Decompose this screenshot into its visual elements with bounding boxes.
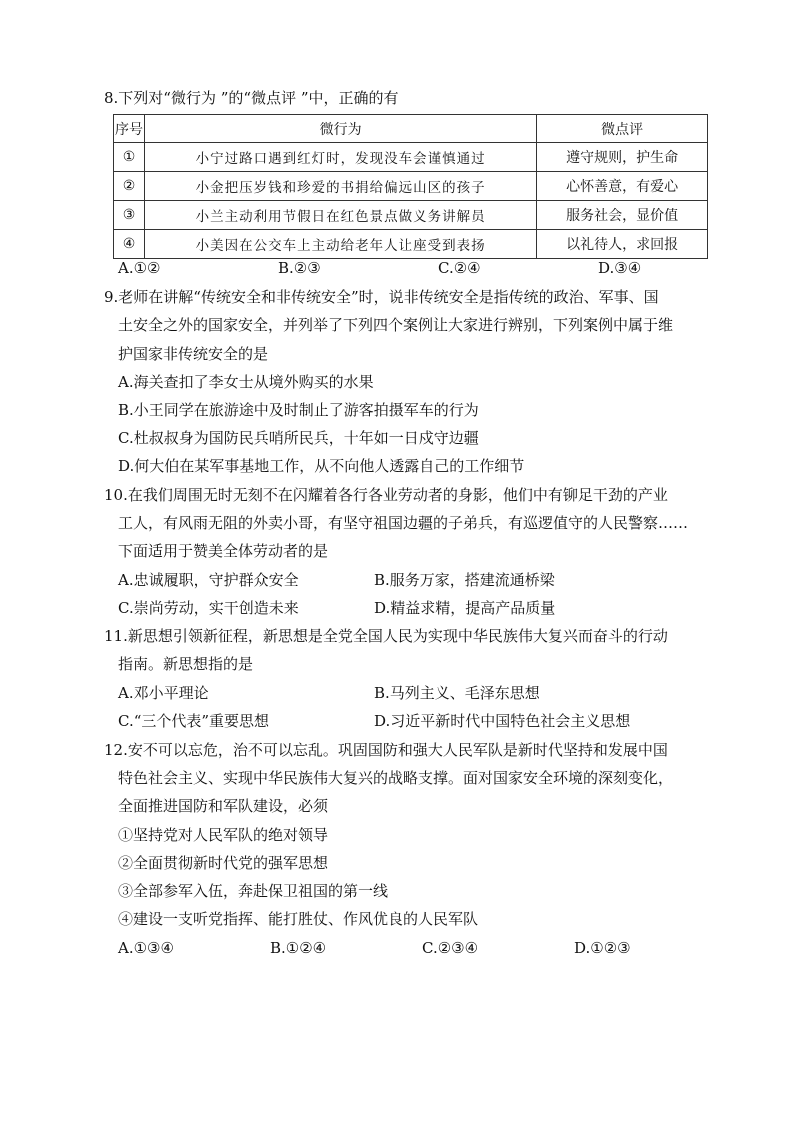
header-behavior: 微行为 <box>144 115 536 143</box>
row-comment: 心怀善意，有爱心 <box>537 172 708 201</box>
q9-option-a[interactable]: A.海关查扣了李女士从境外购买的水果 <box>118 373 374 391</box>
table-row <box>114 143 708 172</box>
q10-stem-line: 工人，有风雨无阻的外卖小哥，有坚守祖国边疆的子弟兵，有巡逻值守的人民警察…… <box>118 514 689 532</box>
row-comment: 遵守规则，护生命 <box>537 143 708 172</box>
q10-option-b[interactable]: B.服务万家，搭建流通桥梁 <box>374 571 555 589</box>
q11-option-a[interactable]: A.邓小平理论 <box>118 684 209 702</box>
row-behavior: 小兰主动利用节假日在红色景点做义务讲解员 <box>144 201 536 230</box>
row-behavior: 小美因在公交车上主动给老年人让座受到表扬 <box>144 230 536 259</box>
q9-option-d[interactable]: D.何大伯在某军事基地工作，从不向他人透露自己的工作细节 <box>118 457 525 475</box>
q8-table <box>113 114 708 259</box>
q12-item-2: ②全面贯彻新时代党的强军思想 <box>118 854 329 872</box>
q8-stem: 8.下列对“微行为 ”的“微点评 ”中，正确的有 <box>104 89 399 107</box>
q12-stem-line: 12.安不可以忘危，治不可以忘乱。巩固国防和强大人民军队是新时代坚持和发展中国 <box>104 741 668 759</box>
q9-option-b[interactable]: B.小王同学在旅游途中及时制止了游客拍摄军车的行为 <box>118 401 479 419</box>
q12-option-a[interactable]: A.①③④ <box>118 939 174 957</box>
q11-option-d[interactable]: D.习近平新时代中国特色社会主义思想 <box>374 712 631 730</box>
table-header-row <box>114 115 708 143</box>
q8-option-b[interactable]: B.②③ <box>278 259 321 277</box>
q12-option-d[interactable]: D.①②③ <box>574 939 631 957</box>
q11-stem-line: 11.新思想引领新征程，新思想是全党全国人民为实现中华民族伟大复兴而奋斗的行动 <box>104 627 668 645</box>
q12-stem-line: 特色社会主义、实现中华民族伟大复兴的战略支撑。面对国家安全环境的深刻变化， <box>118 769 674 787</box>
q12-option-c[interactable]: C.②③④ <box>422 939 479 957</box>
row-behavior: 小金把压岁钱和珍爱的书捐给偏远山区的孩子 <box>144 172 536 201</box>
q11-stem-line: 指南。新思想指的是 <box>118 655 254 673</box>
header-number: 序号 <box>114 115 145 143</box>
row-number: ④ <box>114 230 145 259</box>
row-comment: 以礼待人，求回报 <box>537 230 708 259</box>
q12-item-3: ③全部参军入伍，奔赴保卫祖国的第一线 <box>118 882 389 900</box>
row-number: ① <box>114 143 145 172</box>
table-row <box>114 201 708 230</box>
q12-item-1: ①坚持党对人民军队的绝对领导 <box>118 826 329 844</box>
q9-stem-line: 护国家非传统安全的是 <box>118 345 269 363</box>
row-number: ③ <box>114 201 145 230</box>
q8-option-d[interactable]: D.③④ <box>598 259 642 277</box>
row-comment: 服务社会，显价值 <box>537 201 708 230</box>
q8-option-c[interactable]: C.②④ <box>438 259 481 277</box>
q9-stem-line: 土安全之外的国家安全，并列举了下列四个案例让大家进行辨别，下列案例中属于维 <box>118 316 674 334</box>
q10-option-c[interactable]: C.崇尚劳动，实干创造未来 <box>118 599 299 617</box>
q10-option-a[interactable]: A.忠诚履职，守护群众安全 <box>118 571 299 589</box>
row-number: ② <box>114 172 145 201</box>
q8-option-a[interactable]: A.①② <box>118 259 161 277</box>
q12-stem-line: 全面推进国防和军队建设，必须 <box>118 797 329 815</box>
q10-stem-line: 下面适用于赞美全体劳动者的是 <box>118 542 329 560</box>
q12-option-b[interactable]: B.①②④ <box>270 939 327 957</box>
table-row <box>114 230 708 259</box>
table-row <box>114 172 708 201</box>
q12-item-4: ④建设一支听党指挥、能打胜仗、作风优良的人民军队 <box>118 910 479 928</box>
q11-option-c[interactable]: C.“三个代表”重要思想 <box>118 712 270 730</box>
q10-stem-line: 10.在我们周围无时无刻不在闪耀着各行各业劳动者的身影，他们中有铆足干劲的产业 <box>104 486 668 504</box>
header-comment: 微点评 <box>537 115 708 143</box>
q11-option-b[interactable]: B.马列主义、毛泽东思想 <box>374 684 540 702</box>
q10-option-d[interactable]: D.精益求精，提高产品质量 <box>374 599 556 617</box>
q9-stem-line: 9.老师在讲解“传统安全和非传统安全”时，说非传统安全是指传统的政治、军事、国 <box>104 288 659 306</box>
row-behavior: 小宁过路口遇到红灯时，发现没车会谨慎通过 <box>144 143 536 172</box>
q9-option-c[interactable]: C.杜叔叔身为国防民兵哨所民兵，十年如一日戍守边疆 <box>118 429 479 447</box>
